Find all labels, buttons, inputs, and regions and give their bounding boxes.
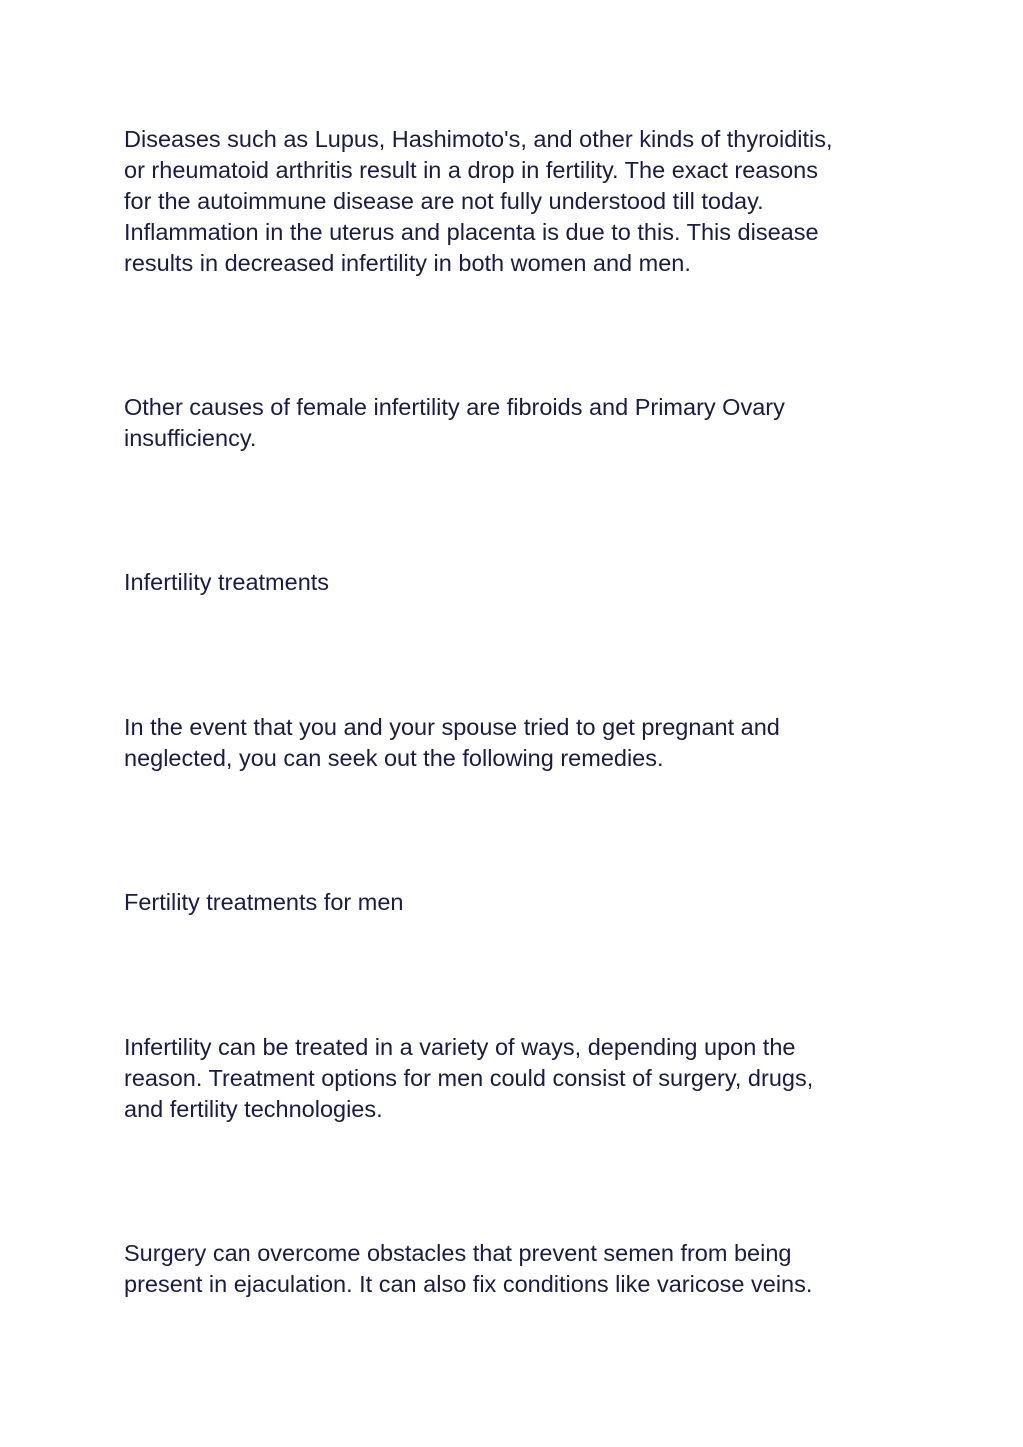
text-line: and fertility technologies. bbox=[124, 1096, 383, 1122]
text-line: insufficiency. bbox=[124, 425, 257, 451]
text-line: or rheumatoid arthritis result in a drop in fertility. The exact reasons bbox=[124, 157, 818, 183]
paragraph-other-causes bbox=[124, 392, 914, 454]
paragraph-surgery bbox=[124, 1238, 914, 1300]
text-line: reason. Treatment options for men could consist of surgery, drugs, bbox=[124, 1065, 814, 1091]
text-line: Inflammation in the uterus and placenta is due to this. This disease bbox=[124, 219, 819, 245]
text-line: Fertility treatments for men bbox=[124, 889, 404, 915]
text-line: Surgery can overcome obstacles that prevent semen from being bbox=[124, 1240, 792, 1266]
text-line: Other causes of female infertility are fibroids and Primary Ovary bbox=[124, 394, 785, 420]
text-line: present in ejaculation. It can also fix conditions like varicose veins. bbox=[124, 1271, 813, 1297]
text-line: Infertility can be treated in a variety of ways, depending upon the bbox=[124, 1034, 796, 1060]
heading-infertility-treatments bbox=[124, 567, 914, 598]
text-line: results in decreased infertility in both women and men. bbox=[124, 250, 691, 276]
paragraph-treatment-options bbox=[124, 1032, 914, 1125]
text-line: neglected, you can seek out the following remedies. bbox=[124, 745, 664, 771]
text-line: Infertility treatments bbox=[124, 569, 330, 595]
heading-fertility-treatments-for-men bbox=[124, 887, 914, 918]
text-line: for the autoimmune disease are not fully understood till today. bbox=[124, 188, 764, 214]
paragraph-remedies-intro bbox=[124, 712, 914, 774]
text-line: In the event that you and your spouse tried to get pregnant and bbox=[124, 714, 780, 740]
text-line: Diseases such as Lupus, Hashimoto's, and other kinds of thyroiditis, bbox=[124, 126, 833, 152]
paragraph-autoimmune-diseases bbox=[124, 124, 914, 279]
